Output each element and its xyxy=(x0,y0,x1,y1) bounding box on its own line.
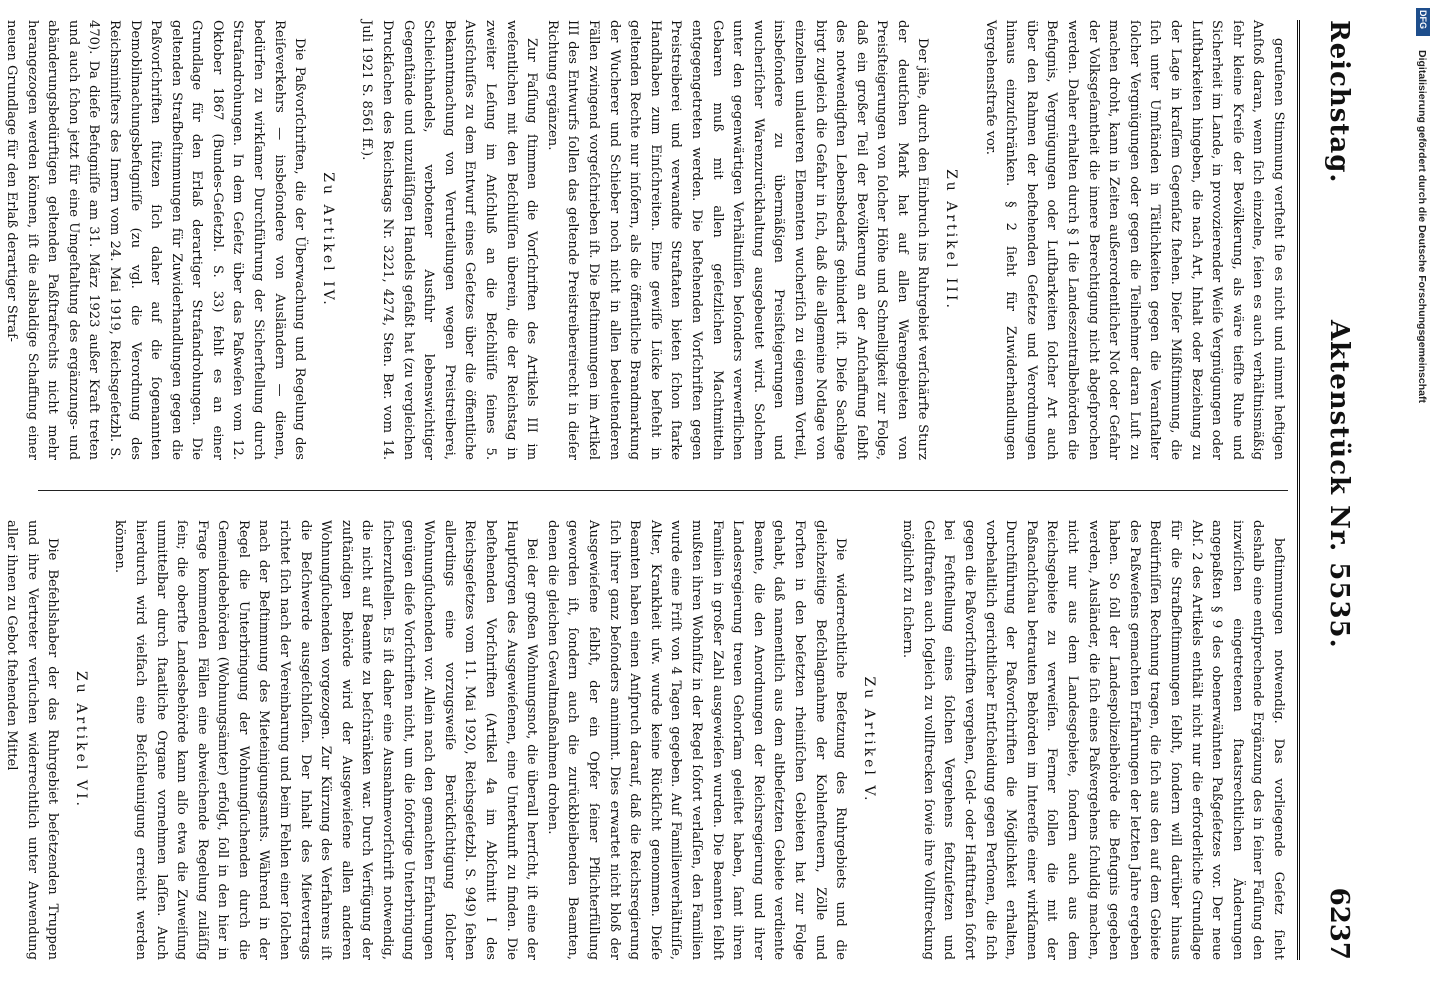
header-title: Reichstag. xyxy=(1324,20,1354,184)
header-rule xyxy=(1297,20,1300,960)
page-header xyxy=(1318,20,1358,960)
right-column xyxy=(0,520,1288,960)
paragraph: Der jähe, durch den Einbruch ins Ruhrgebiet verſchärfte Sturz der deutſchen Mark hat auf allen Warengebieten von Preisſteigerungen von ſolcher Höhe und Schnelligkeit zur Folge, daß ein großer Teil der Bevölkerung an der Anſchaffung ſelbſt des notwendigſten Lebensbedarfs gehindert iſt. Dieſe Sachlage birgt zugleich die Gefahr in ſich, daß die allgemeine Notlage von einzelnen unlauteren Elementen wucheriſch zu eigenem Vorteil, insbeſondere zu übermäßigen Preisſteigerungen und wucheriſcher Warenzurückhaltung ausgebeutet wird. Solchem unter den gegenwärtigen Verhältniſſen beſonders verwerflichen Gebaren muß mit allen geſetzlichen Machtmitteln entgegengetreten werden. Die beſtehenden Vorſchriften gegen Preistreiberei und verwandte Straftaten bieten ſchon ſtarke Handhaben zum Einſchreiten. Eine gewiſſe Lücke beſteht in geltenden Rechte nur inſofern, als die öffentliche Brandmarkung der Wucherer und Schieber noch nicht in allen bedeutenderen Fällen zwingend vorgeſchrieben iſt. Die Beſtimmungen im Artikel III des Entwurfs ſollen das geltende Preistreibereirecht in dieſer Richtung ergänzen. xyxy=(544,20,931,460)
paragraph: Die widerrechtliche Beſetzung des Ruhrgebiets und die gleichzeitige Beſchlagnahme der Kohlenſteuern, Zölle und Forſten in den beſetzten rheiniſchen Gebieten hat zur Folge gehabt, daß namentlich aus dem altbeſetzten Gebiete verdiente Beamte, die den Anordnungen der Reichsregierung und ihrer Landesregierung treuen Gehorſam geleiſtet haben, ſamt ihren Familien in großer Zahl ausgewieſen wurden. Die Beamten ſelbſt mußten ihren Wohnſitz in der Regel ſofort verlaſſen, den Familien wurde eine Friſt von 4 Tagen gegeben. Auf Familienverhältniſſe, Alter, Krankheit uſw. wurde keine Rückſicht genommen. Dieſe Beamten haben einen Anſpruch darauf, daß die Reichsregierung ſich ihrer ganz beſonders annimmt. Dies erwartet nicht bloß der Ausgewieſene ſelbſt, der ein Opfer ſeiner Pflichterfüllung geworden iſt, ſondern auch die zurückbleibenden Beamten, denen die gleichen Gewaltmaßnahmen drohen. xyxy=(544,520,849,960)
paragraph: beſtimmungen notwendig. Das vorliegende Geſetz ſieht deshalb eine entſprechende Ergänzung des in ſeiner Faſſung den inzwiſchen eingetretenen ſtaatsrechtlichen Änderungen angepaßten § 9 des obenerwähnten Paßgeſetzes vor. Der neue Abſ. 2 des Artikels enthält nicht nur die erforderliche Grundlage für die Strafbeſtimmungen ſelbſt, ſondern will darüber hinaus Bedürfniſſen Rechnung tragen, die ſich aus den auf dem Gebiete des Paßweſens gemachten Erfahrungen der letzten Jahre ergeben haben. So ſoll der Landespolizeibehörde die Befugnis gegeben werden, Ausländer, die ſich eines Paßvergehens ſchuldig machen, nicht nur aus dem Landesgebiete, ſondern auch aus dem Reichsgebiete zu verweiſen. Ferner ſollen die mit der Paßnachſchau betrauten Behörden im Intereſſe einer wirkſamen Durchführung der Paßvorſchriften die Möglichkeit erhalten, vorbehaltlich gerichtlicher Entſcheidung gegen Perſonen, die ſich gegen die Paßvorſchriften vergehen, Geld- oder Haftſtrafen ſofort bei Feſtſtellung eines ſolchen Vergehens feſtzuſetzen und Geldſtrafen auch ſogleich zu vollſtrecken ſowie ihre Vollſtreckung möglichſt zu ſichern. xyxy=(900,520,1286,960)
paragraph: Die Befehlshaber der das Ruhrgebiet beſetzenden Truppen und ihre Vertreter verſuchen widerrechtlich unter Anwendung aller ihnen zu Gebot ſtehenden Mittel xyxy=(3,520,61,960)
page-number: 6237 xyxy=(1324,887,1354,960)
document-page xyxy=(3,0,1380,980)
paragraph: geruſenen Stimmung verſteht ſie es nicht und nimmt heftigen Anſtoß daran, wenn ſich einzelne, ſeien es auch verhältnismäßig ſehr kleine Kreiſe der Bevölkerung, als wäre tiefſte Ruhe und Sicherheit im Lande, in provozierender Weiſe Vergnügungen oder Luſtbarkeiten hingeben, die nach Art, Inhalt oder Beziehung zu der Lage in kraſſem Gegenſatz ſtehen. Dieſer Mißſtimmung, die ſich unter Umſtänden in Tätlichkeiten gegen die Veranſtalter ſolcher Vergnügungen oder gegen die Teilnehmer daran Luſt zu machen droht, kann in Zeiten außerordentlicher Not oder Gefahr der Volksgeſamtheit die innere Berechtigung nicht abgeſprochen werden. Daher erhalten durch § 1 die Landeszentralbehörden die Befugnis, Vergnügungen oder Luſtbarkeiten ſolcher Art auch über den Rahmen der beſtehenden Geſetze und Verordnungen hinaus einzuſchränken. § 2 ſieht für Zuwiderhandlungen Vergehensſtrafe vor. xyxy=(982,20,1286,460)
left-column xyxy=(0,20,1288,460)
section-heading: Zu Artikel V. xyxy=(860,676,877,804)
paragraph: Die Paßvorſchriften, die der Überwachung und Regelung des Reiſeverkehrs — insbeſondere von Ausländern — dienen, bedürfen zu wirkſamer Durchführung der Sicherſtellung durch Strafandrohungen. In dem Geſetz über das Paßweſen vom 12. Oktober 1867 (Bundes-Geſetzbl. S. 33) fehlt es an einer Grundlage für den Erlaß derartiger Strafandrohungen. Die geltenden Strafbeſtimmungen für Zuwiderhandlungen gegen die Paßvorſchriften ſtützen ſich daher auf die ſogenannten Demobilmachungsbefugniſſe (zu vgl. die Verordnung des Reichsminiſters des Innern vom 24. Mai 1919, Reichsgeſetzbl. S. 470). Da dieſe Befugniſſe am 31. März 1923 außer Kraft treten und auch ſchon jetzt für eine Umgeſtaltung des ergänzungs- und abänderungsbedürftigen geltenden Paßſtrafrechts nicht mehr herangezogen werden können, iſt die alsbaldige Schaffung einer neuen Grundlage für den Erlaß derartiger Straf- xyxy=(3,20,308,460)
paragraph: Bei der großen Wohnungsnot, die überall herrſcht, iſt eine der Hauptſorgen des Ausgewieſenen, eine Unterkunft zu finden. Die beſtehenden Vorſchriften (Artikel 4a im Abſchnitt I des Reichsgeſetzes vom 11. Mai 1920, Reichsgeſetzbl. S. 949) ſehen allerdings eine vorzugsweiſe Berückſichtigung ſolcher Wohnungſuchenden vor. Allein nach den gemachten Erfahrungen genügen dieſe Vorſchriften nicht, um die ſofortige Unterbringung ſicherzuſtellen. Es iſt daher eine Ausnahmevorſchrift notwendig, die nicht auf Beamte zu beſchränken war. Durch Verfügung der zuſtändigen Behörde wird der Ausgewieſene allen anderen Wohnungſuchenden vorgezogen. Zur Kürzung des Verfahrens iſt die Beſchwerde ausgeſchloſſen. Der Inhalt des Mietvertrags richtet ſich nach der Vereinbarung und beim Fehlen einer ſolchen nach der Beſtimmung des Mieteinigungsamts. Während in der Regel die Unterbringung der Wohnungſuchenden durch die Gemeindebehörden (Wohnungsämter) erfolgt, ſoll in den hier in Frage kommenden Fällen eine abweichende Regelung zuläſſig ſein; die oberſte Landesbehörde kann alſo etwa die Zuweiſung unmittelbar durch ſtaatliche Organe vornehmen laſſen. Auch hierdurch wird vielfach eine Beſchleunigung erreicht werden können. xyxy=(112,520,540,960)
digitization-credit xyxy=(1408,10,1434,1000)
paragraph: Zur Faſſung ſtimmen die Vorſchriften des Artikels III im weſentlichen mit den Beſchlüſſen überein, die der Reichstag in zweiter Leſung im Anſchluß an die Beſchlüſſe ſeines 5. Ausſchuſſes zu dem Entwurf eines Geſetzes über die öffentliche Bekanntmachung von Verurteilungen wegen Preistreiberei, Schleichhandels, verbotener Ausfuhr lebenswichtiger Gegenſtände und unzuläſſigen Handels gefaßt hat (zu vergleichen Druckſachen des Reichstags Nr. 3221, 4274, Sten. Ber. vom 14. Juli 1921 S. 8561 ff.). xyxy=(359,20,540,460)
dfg-logo-text: DFG xyxy=(1418,10,1428,29)
section-heading: Zu Artikel III. xyxy=(943,169,960,311)
credit-text: Digitalisierung gefördert durch die Deutsche Forschungsgemeinschaft xyxy=(1416,50,1428,403)
section-heading: Zu Artikel IV. xyxy=(319,172,336,308)
column-divider xyxy=(38,490,1288,491)
header-document-number: Aktenstück Nr. 5535. xyxy=(1324,320,1354,649)
section-heading: Zu Artikel VI. xyxy=(72,671,89,809)
